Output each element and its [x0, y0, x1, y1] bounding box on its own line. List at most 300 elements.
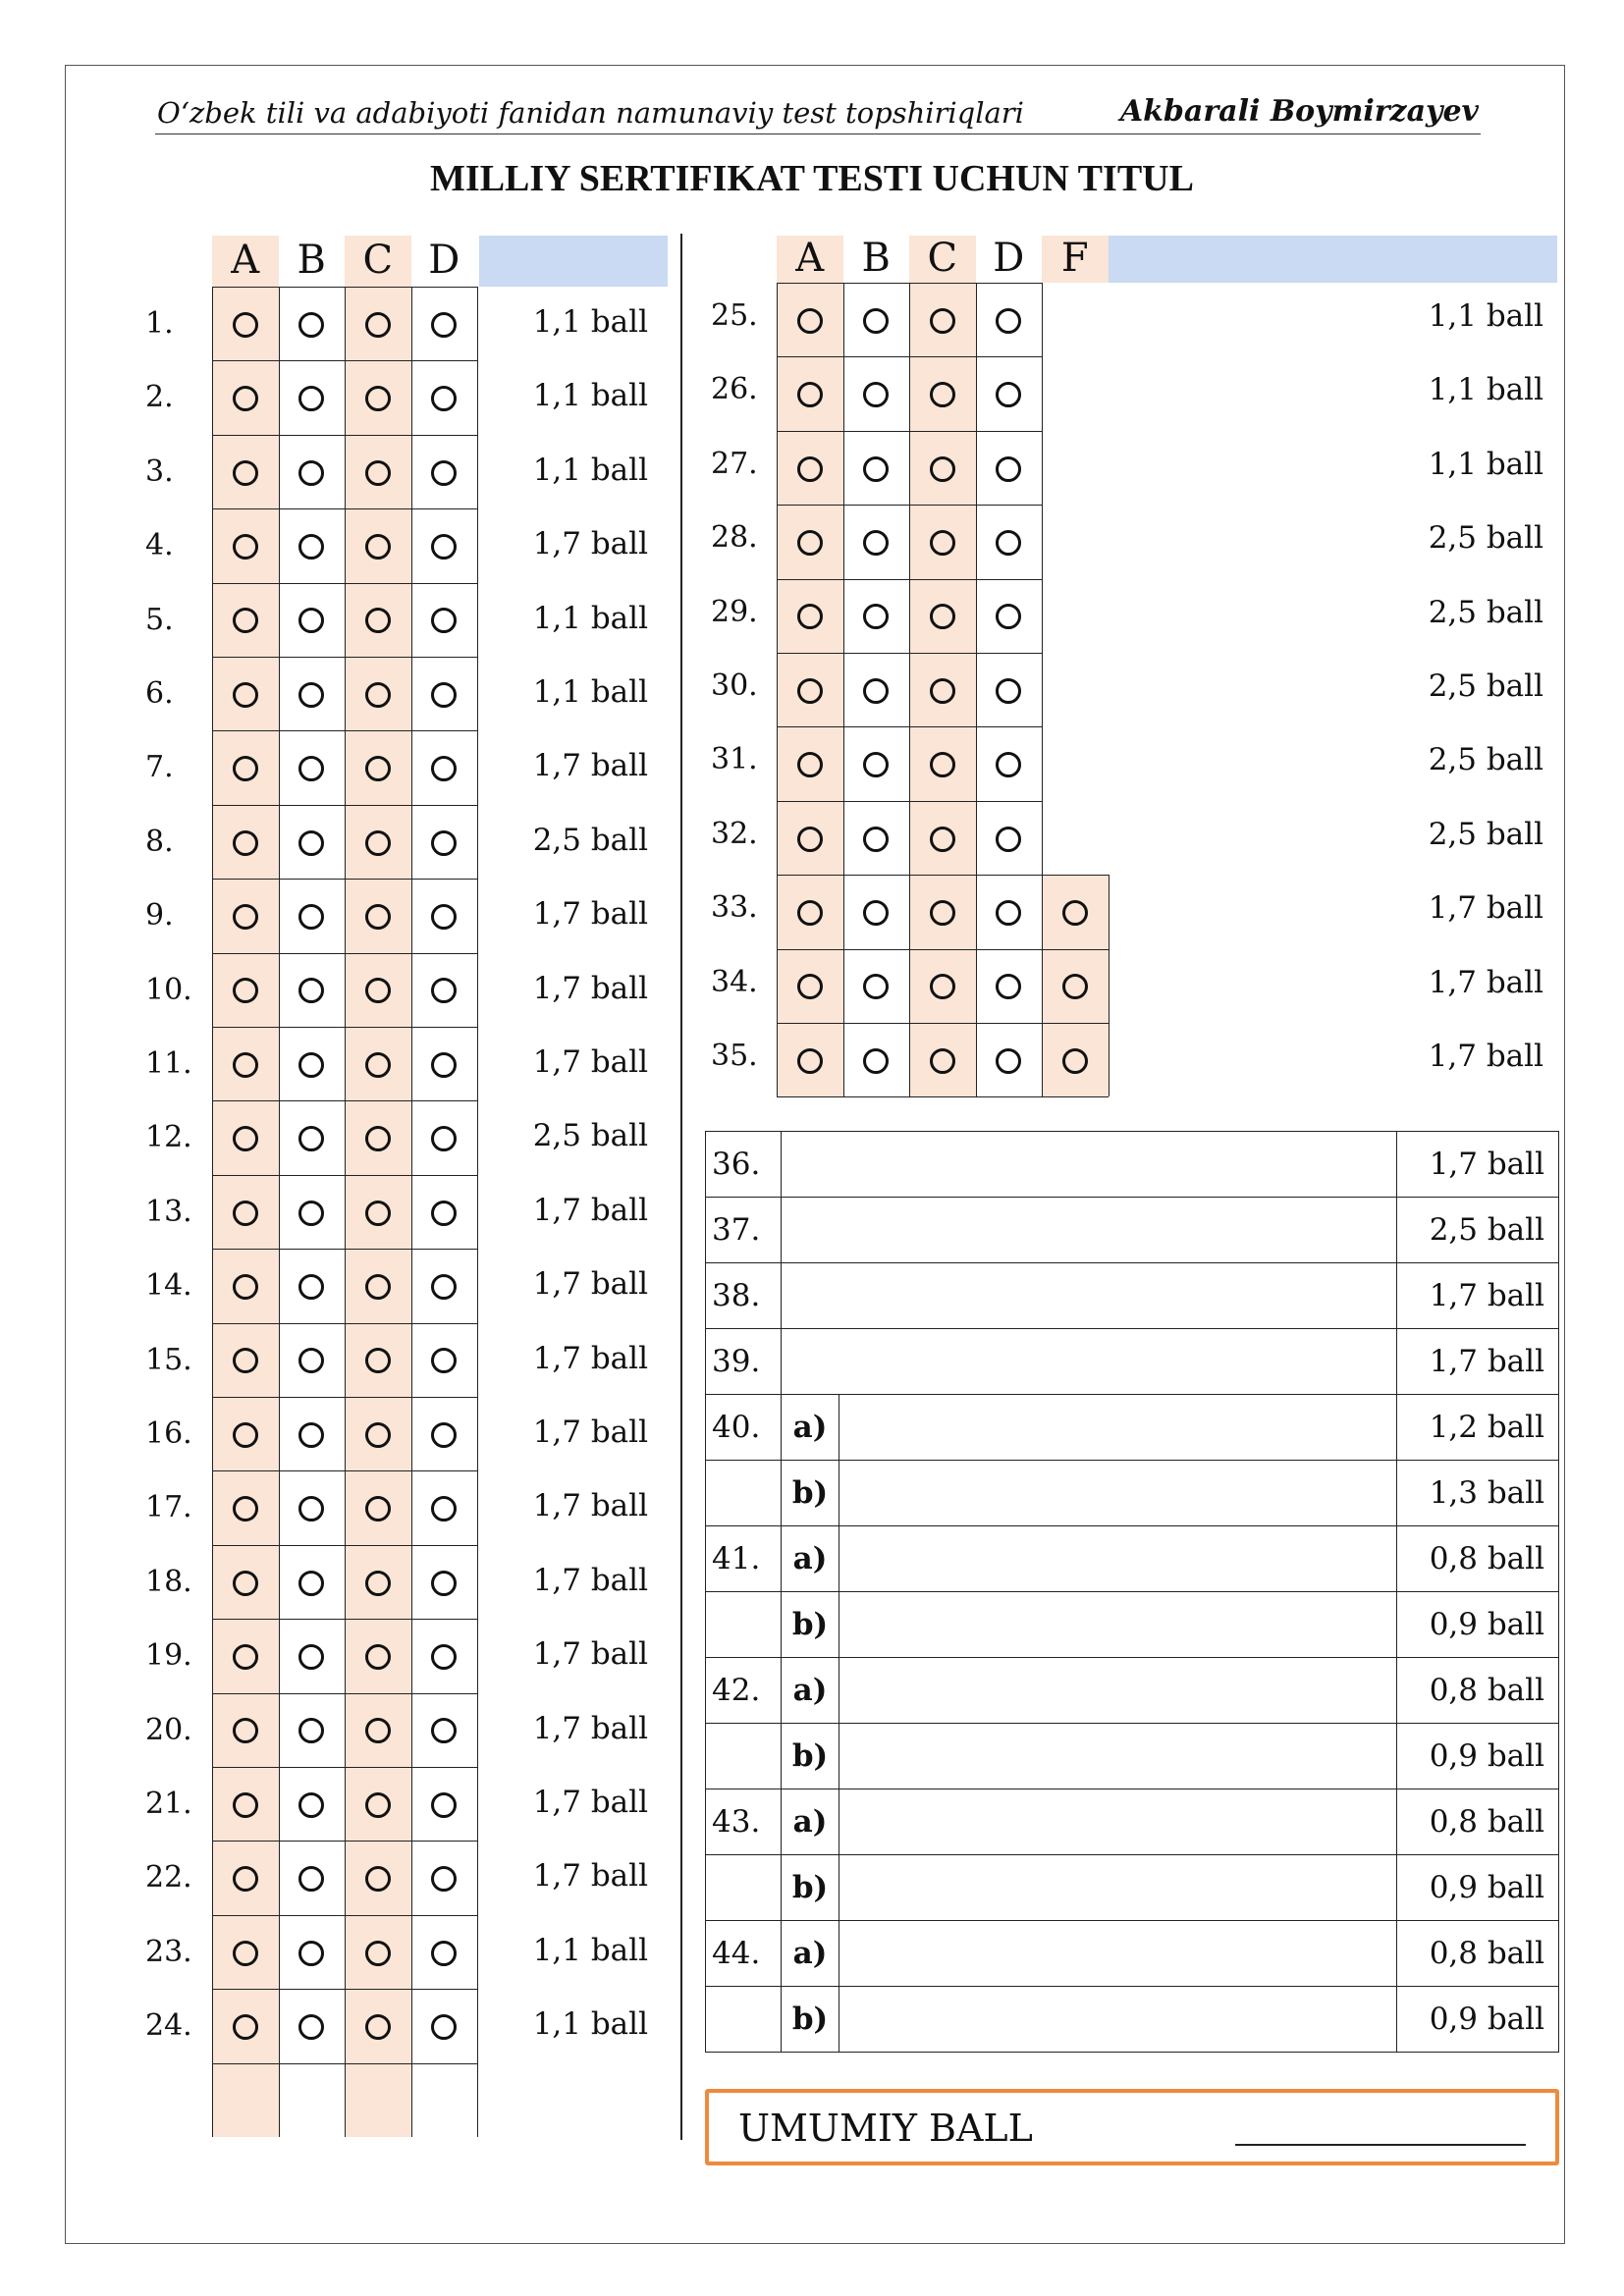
answer-bubble-c[interactable]	[365, 904, 391, 930]
shaded-column-a	[212, 236, 279, 2137]
written-row	[706, 1526, 1559, 1592]
grid-column-line	[843, 726, 844, 800]
answer-bubble-c[interactable]	[930, 456, 955, 482]
answer-bubble-d[interactable]	[431, 1941, 457, 1966]
column-header-c: C	[362, 238, 394, 283]
grid-column-line	[1042, 949, 1043, 1023]
grid-column-line	[843, 505, 844, 578]
answer-bubble-b[interactable]	[298, 534, 324, 560]
grid-column-line	[843, 949, 844, 1023]
written-answer-field[interactable]	[839, 1461, 1397, 1526]
question-number: 3.	[145, 454, 174, 489]
answer-bubble-d[interactable]	[431, 2014, 457, 2040]
written-row	[706, 1855, 1559, 1921]
written-row	[706, 1987, 1559, 2053]
answer-bubble-a[interactable]	[797, 308, 823, 334]
answer-bubble-b[interactable]	[298, 830, 324, 856]
shaded-column-c	[345, 236, 411, 2137]
answer-bubble-c[interactable]	[365, 756, 391, 781]
grid-column-line	[909, 875, 910, 948]
written-subpart-label: b)	[782, 1724, 839, 1789]
answer-bubble-d[interactable]	[996, 308, 1021, 334]
answer-bubble-d[interactable]	[996, 900, 1021, 926]
answer-bubble-a[interactable]	[233, 1941, 258, 1966]
answer-bubble-a[interactable]	[233, 756, 258, 781]
grid-column-line	[1109, 875, 1110, 948]
answer-bubble-a[interactable]	[233, 682, 258, 708]
question-points: 1,3 ball	[1397, 1461, 1559, 1526]
answer-bubble-b[interactable]	[298, 1644, 324, 1670]
grid-column-line	[777, 875, 778, 948]
question-number: 2.	[145, 380, 174, 415]
answer-bubble-a[interactable]	[233, 2014, 258, 2040]
answer-bubble-c[interactable]	[365, 1422, 391, 1448]
grid-column-line	[1042, 356, 1043, 430]
answer-bubble-d[interactable]	[996, 827, 1021, 852]
answer-bubble-c[interactable]	[365, 1792, 391, 1818]
grid-column-line	[1042, 505, 1043, 578]
answer-bubble-d[interactable]	[431, 1274, 457, 1300]
answer-bubble-a[interactable]	[797, 974, 823, 999]
question-points: 1,1 ball	[532, 674, 648, 710]
written-question-number	[706, 1592, 782, 1658]
answer-bubble-f[interactable]	[1062, 974, 1088, 999]
answer-bubble-a[interactable]	[233, 1718, 258, 1743]
written-answer-field[interactable]	[839, 1526, 1397, 1592]
answer-bubble-b[interactable]	[863, 308, 889, 334]
answer-bubble-c[interactable]	[930, 1048, 955, 1074]
grid-column-line	[1109, 949, 1110, 1023]
answer-bubble-c[interactable]	[365, 1274, 391, 1300]
answer-bubble-a[interactable]	[233, 460, 258, 486]
grid-column-line	[1109, 1023, 1110, 1096]
answer-bubble-a[interactable]	[797, 604, 823, 629]
answer-bubble-c[interactable]	[365, 682, 391, 708]
answer-bubble-d[interactable]	[996, 530, 1021, 556]
answer-bubble-b[interactable]	[298, 1571, 324, 1596]
question-points: 1,7 ball	[1428, 964, 1543, 1000]
question-points: 1,7 ball	[532, 1785, 648, 1820]
answer-bubble-c[interactable]	[365, 312, 391, 338]
question-points: 1,1 ball	[1428, 298, 1543, 334]
question-number: 7.	[145, 750, 174, 785]
answer-bubble-f[interactable]	[1062, 1048, 1088, 1074]
question-points: 1,7 ball	[532, 748, 648, 784]
question-number: 13.	[145, 1194, 192, 1229]
question-points: 1,7 ball	[1397, 1329, 1559, 1395]
written-answer-field[interactable]	[839, 1987, 1397, 2053]
grid-column-line	[976, 505, 977, 578]
question-number: 12.	[145, 1120, 192, 1155]
grid-column-line	[843, 1023, 844, 1096]
written-subpart-label: b)	[782, 1461, 839, 1526]
header-rule	[155, 133, 1481, 134]
answer-bubble-b[interactable]	[863, 1048, 889, 1074]
answer-bubble-b[interactable]	[298, 1792, 324, 1818]
question-points: 0,8 ball	[1397, 1921, 1559, 1987]
column-header-d: D	[428, 238, 460, 283]
grid-column-line	[843, 283, 844, 356]
grid-column-line	[777, 653, 778, 726]
written-question-number: 40.	[706, 1395, 782, 1461]
grid-column-line	[976, 875, 977, 948]
written-answer-field[interactable]	[839, 1395, 1397, 1461]
answer-bubble-c[interactable]	[365, 608, 391, 633]
column-header-d: D	[993, 236, 1025, 281]
answer-bubble-a[interactable]	[233, 1201, 258, 1226]
grid-column-line	[777, 283, 778, 356]
written-subpart-label: b)	[782, 1855, 839, 1921]
answer-bubble-a[interactable]	[233, 904, 258, 930]
grid-column-line	[279, 287, 280, 2137]
question-points: 1,7 ball	[532, 1636, 648, 1673]
question-points: 0,9 ball	[1397, 1987, 1559, 2053]
written-question-number: 43.	[706, 1789, 782, 1855]
answer-bubble-c[interactable]	[365, 1496, 391, 1522]
answer-bubble-a[interactable]	[797, 752, 823, 777]
grid-column-line	[976, 1023, 977, 1096]
answer-bubble-c[interactable]	[930, 678, 955, 704]
question-points: 1,1 ball	[532, 452, 648, 488]
written-question-number: 44.	[706, 1921, 782, 1987]
grid-column-line	[909, 949, 910, 1023]
answer-bubble-c[interactable]	[365, 534, 391, 560]
question-points: 0,8 ball	[1397, 1789, 1559, 1855]
written-answer-field[interactable]	[839, 1592, 1397, 1658]
written-subpart-label: a)	[782, 1658, 839, 1724]
answer-bubble-d[interactable]	[431, 312, 457, 338]
answer-bubble-b[interactable]	[298, 1274, 324, 1300]
answer-bubble-c[interactable]	[365, 1571, 391, 1596]
answer-bubble-c[interactable]	[365, 1348, 391, 1373]
grid-column-line	[1042, 875, 1043, 948]
answer-bubble-b[interactable]	[298, 904, 324, 930]
answer-bubble-c[interactable]	[365, 978, 391, 1003]
answer-bubble-a[interactable]	[233, 1496, 258, 1522]
answer-bubble-b[interactable]	[863, 456, 889, 482]
answer-bubble-d[interactable]	[431, 534, 457, 560]
question-number: 28.	[711, 520, 758, 556]
written-answer-field[interactable]	[782, 1263, 1397, 1329]
answer-bubble-c[interactable]	[365, 830, 391, 856]
question-points: 1,7 ball	[532, 1192, 648, 1228]
answer-bubble-b[interactable]	[863, 530, 889, 556]
answer-bubble-b[interactable]	[298, 1422, 324, 1448]
answer-bubble-c[interactable]	[930, 604, 955, 629]
total-score-box	[705, 2089, 1559, 2165]
answer-bubble-d[interactable]	[431, 904, 457, 930]
grid-column-line	[909, 283, 910, 356]
question-number: 5.	[145, 602, 174, 637]
answer-bubble-a[interactable]	[797, 827, 823, 852]
answer-bubble-d[interactable]	[996, 1048, 1021, 1074]
answer-bubble-c[interactable]	[365, 2014, 391, 2040]
answer-bubble-a[interactable]	[233, 1422, 258, 1448]
grid-column-line	[1042, 801, 1043, 875]
question-points: 1,7 ball	[532, 1415, 648, 1450]
answer-bubble-a[interactable]	[233, 1052, 258, 1078]
grid-column-line	[212, 287, 213, 2137]
written-row	[706, 1724, 1559, 1789]
written-row	[706, 1263, 1559, 1329]
answer-bubble-b[interactable]	[298, 1052, 324, 1078]
question-points: 1,7 ball	[532, 526, 648, 562]
written-answer-field[interactable]	[839, 1855, 1397, 1921]
shaded-column-a	[777, 236, 843, 1096]
question-number: 24.	[145, 2008, 192, 2044]
answer-bubble-c[interactable]	[930, 900, 955, 926]
answer-bubble-d[interactable]	[996, 678, 1021, 704]
answer-bubble-d[interactable]	[996, 456, 1021, 482]
question-points: 0,9 ball	[1397, 1592, 1559, 1658]
question-number: 32.	[711, 816, 758, 851]
grid-row-line	[777, 1096, 1109, 1097]
written-answer-field[interactable]	[839, 1724, 1397, 1789]
written-subpart-label: a)	[782, 1526, 839, 1592]
question-points: 1,1 ball	[532, 600, 648, 636]
written-answer-field[interactable]	[782, 1329, 1397, 1395]
question-points: 1,7 ball	[532, 1266, 648, 1303]
answer-bubble-a[interactable]	[233, 1571, 258, 1596]
answer-bubble-a[interactable]	[797, 530, 823, 556]
question-number: 15.	[145, 1342, 192, 1377]
answer-bubble-f[interactable]	[1062, 900, 1088, 926]
question-number: 35.	[711, 1039, 758, 1073]
grid-column-line	[843, 356, 844, 430]
grid-column-line	[976, 949, 977, 1023]
answer-bubble-b[interactable]	[863, 678, 889, 704]
grid-column-line	[976, 726, 977, 800]
question-points: 1,7 ball	[532, 1340, 648, 1376]
question-points: 1,7 ball	[1428, 890, 1543, 927]
answer-bubble-b[interactable]	[298, 2014, 324, 2040]
question-number: 26.	[711, 372, 758, 407]
answer-bubble-d[interactable]	[431, 682, 457, 708]
grid-row-line	[777, 949, 1109, 950]
answer-bubble-b[interactable]	[298, 682, 324, 708]
grid-column-line	[909, 356, 910, 430]
answer-bubble-a[interactable]	[233, 1348, 258, 1373]
written-subpart-label: a)	[782, 1789, 839, 1855]
question-number: 17.	[145, 1490, 192, 1525]
grid-column-line	[777, 949, 778, 1023]
grid-column-line	[909, 579, 910, 653]
answer-bubble-c[interactable]	[930, 382, 955, 407]
grid-column-line	[777, 1023, 778, 1096]
answer-bubble-d[interactable]	[431, 1644, 457, 1670]
written-row	[706, 1921, 1559, 1987]
answer-bubble-b[interactable]	[298, 1201, 324, 1226]
column-header-f: F	[1060, 236, 1089, 281]
question-number: 1.	[145, 306, 174, 341]
question-number: 14.	[145, 1268, 192, 1304]
written-row	[706, 1789, 1559, 1855]
written-subpart-label: b)	[782, 1592, 839, 1658]
question-number: 22.	[145, 1860, 192, 1896]
question-points: 0,9 ball	[1397, 1724, 1559, 1789]
question-points: 1,1 ball	[1428, 372, 1543, 408]
answer-bubble-d[interactable]	[431, 1571, 457, 1596]
question-number: 34.	[711, 964, 758, 999]
question-points: 1,7 ball	[532, 970, 648, 1006]
question-number: 9.	[145, 898, 174, 934]
answer-bubble-a[interactable]	[233, 830, 258, 856]
answer-bubble-d[interactable]	[431, 1201, 457, 1226]
written-answer-field[interactable]	[839, 1921, 1397, 1987]
written-question-number: 41.	[706, 1526, 782, 1592]
answer-bubble-a[interactable]	[797, 382, 823, 407]
answer-bubble-c[interactable]	[365, 1866, 391, 1892]
answer-bubble-b[interactable]	[298, 312, 324, 338]
answer-bubble-b[interactable]	[298, 1941, 324, 1966]
answer-bubble-c[interactable]	[930, 974, 955, 999]
grid-column-line	[777, 726, 778, 800]
answer-bubble-a[interactable]	[797, 678, 823, 704]
written-question-number: 38.	[706, 1263, 782, 1329]
written-question-number	[706, 1987, 782, 2053]
answer-bubble-a[interactable]	[233, 1866, 258, 1892]
answer-bubble-c[interactable]	[365, 1201, 391, 1226]
answer-bubble-d[interactable]	[431, 830, 457, 856]
total-score-label: UMUMIY BALL	[738, 2107, 1033, 2150]
written-row	[706, 1461, 1559, 1526]
answer-bubble-b[interactable]	[863, 827, 889, 852]
written-answer-field[interactable]	[782, 1132, 1397, 1198]
written-row	[706, 1132, 1559, 1198]
grid-column-line	[843, 431, 844, 505]
grid-column-line	[843, 653, 844, 726]
question-number: 21.	[145, 1787, 192, 1821]
answer-bubble-a[interactable]	[233, 1274, 258, 1300]
question-number: 29.	[711, 594, 758, 629]
grid-column-line	[843, 801, 844, 875]
written-row	[706, 1329, 1559, 1395]
question-points: 1,7 ball	[532, 1710, 648, 1746]
answer-bubble-c[interactable]	[365, 1052, 391, 1078]
grid-row-line	[777, 1023, 1109, 1024]
written-question-number	[706, 1724, 782, 1789]
written-question-number: 36.	[706, 1132, 782, 1198]
answer-bubble-c[interactable]	[365, 1941, 391, 1966]
question-points: 2,5 ball	[1428, 668, 1543, 704]
column-header-b: B	[297, 238, 326, 283]
answer-bubble-c[interactable]	[365, 460, 391, 486]
question-number: 19.	[145, 1638, 192, 1674]
grid-column-line	[909, 726, 910, 800]
column-header-a: A	[795, 236, 825, 281]
points-header-band	[479, 236, 668, 287]
question-number: 16.	[145, 1416, 192, 1451]
question-points: 1,7 ball	[532, 1044, 648, 1080]
answer-bubble-a[interactable]	[233, 1792, 258, 1818]
answer-bubble-a[interactable]	[233, 1126, 258, 1151]
grid-column-line	[909, 801, 910, 875]
grid-column-line	[843, 875, 844, 948]
answer-bubble-a[interactable]	[233, 608, 258, 633]
grid-column-line	[909, 431, 910, 505]
grid-column-line	[843, 579, 844, 653]
written-answer-field[interactable]	[839, 1789, 1397, 1855]
written-row	[706, 1658, 1559, 1724]
grid-column-line	[976, 356, 977, 430]
answer-bubble-d[interactable]	[431, 1792, 457, 1818]
answer-bubble-a[interactable]	[233, 1644, 258, 1670]
written-answer-field[interactable]	[839, 1658, 1397, 1724]
written-subpart-label: b)	[782, 1987, 839, 2053]
question-number: 23.	[145, 1934, 192, 1969]
question-number: 33.	[711, 890, 758, 926]
answer-bubble-a[interactable]	[797, 900, 823, 926]
answer-bubble-a[interactable]	[797, 456, 823, 482]
grid-column-line	[909, 653, 910, 726]
answer-bubble-d[interactable]	[431, 1052, 457, 1078]
question-points: 0,9 ball	[1397, 1855, 1559, 1921]
subject-header: O‘zbek tili va adabiyoti fanidan namunaviy test topshiriqlari	[157, 96, 1024, 130]
grid-column-line	[777, 801, 778, 875]
grid-column-line	[1042, 726, 1043, 800]
answer-bubble-c[interactable]	[930, 827, 955, 852]
answer-bubble-c[interactable]	[365, 1126, 391, 1151]
written-answer-field[interactable]	[782, 1198, 1397, 1263]
question-number: 18.	[145, 1564, 192, 1599]
grid-column-line	[1042, 579, 1043, 653]
question-points: 1,1 ball	[532, 304, 648, 340]
grid-column-line	[1042, 1023, 1043, 1096]
column-header-b: B	[861, 236, 891, 281]
grid-column-line	[777, 356, 778, 430]
written-question-number	[706, 1855, 782, 1921]
answer-bubble-c[interactable]	[365, 1644, 391, 1670]
answer-bubble-c[interactable]	[365, 1718, 391, 1743]
grid-column-line	[777, 431, 778, 505]
answer-bubble-d[interactable]	[431, 460, 457, 486]
answer-bubble-a[interactable]	[233, 312, 258, 338]
column-header-a: A	[231, 238, 260, 283]
answer-bubble-a[interactable]	[797, 1048, 823, 1074]
answer-bubble-c[interactable]	[930, 530, 955, 556]
question-number: 6.	[145, 676, 174, 711]
written-question-number: 37.	[706, 1198, 782, 1263]
question-number: 8.	[145, 824, 174, 859]
answer-bubble-c[interactable]	[365, 386, 391, 411]
answer-bubble-a[interactable]	[233, 978, 258, 1003]
question-points: 1,7 ball	[1428, 1039, 1543, 1074]
answer-bubble-d[interactable]	[431, 1422, 457, 1448]
answer-bubble-b[interactable]	[863, 900, 889, 926]
answer-bubble-b[interactable]	[298, 460, 324, 486]
answer-bubble-c[interactable]	[930, 308, 955, 334]
grid-column-line	[909, 1023, 910, 1096]
shaded-column-c	[909, 236, 976, 1096]
question-points: 0,8 ball	[1397, 1658, 1559, 1724]
page-title: MILLIY SERTIFIKAT TESTI UCHUN TITUL	[430, 158, 1194, 199]
question-points: 2,5 ball	[532, 822, 648, 858]
grid-column-line	[976, 653, 977, 726]
written-question-number: 39.	[706, 1329, 782, 1395]
column-header-c: C	[927, 236, 958, 281]
answer-bubble-a[interactable]	[233, 386, 258, 411]
grid-row-line	[777, 875, 1109, 876]
grid-column-line	[1042, 431, 1043, 505]
written-subpart-label: a)	[782, 1921, 839, 1987]
answer-bubble-a[interactable]	[233, 534, 258, 560]
written-row	[706, 1592, 1559, 1658]
question-points: 1,1 ball	[532, 378, 648, 414]
question-number: 27.	[711, 446, 758, 481]
question-number: 11.	[145, 1046, 192, 1081]
answer-bubble-c[interactable]	[930, 752, 955, 777]
total-score-field[interactable]	[1235, 2144, 1526, 2146]
